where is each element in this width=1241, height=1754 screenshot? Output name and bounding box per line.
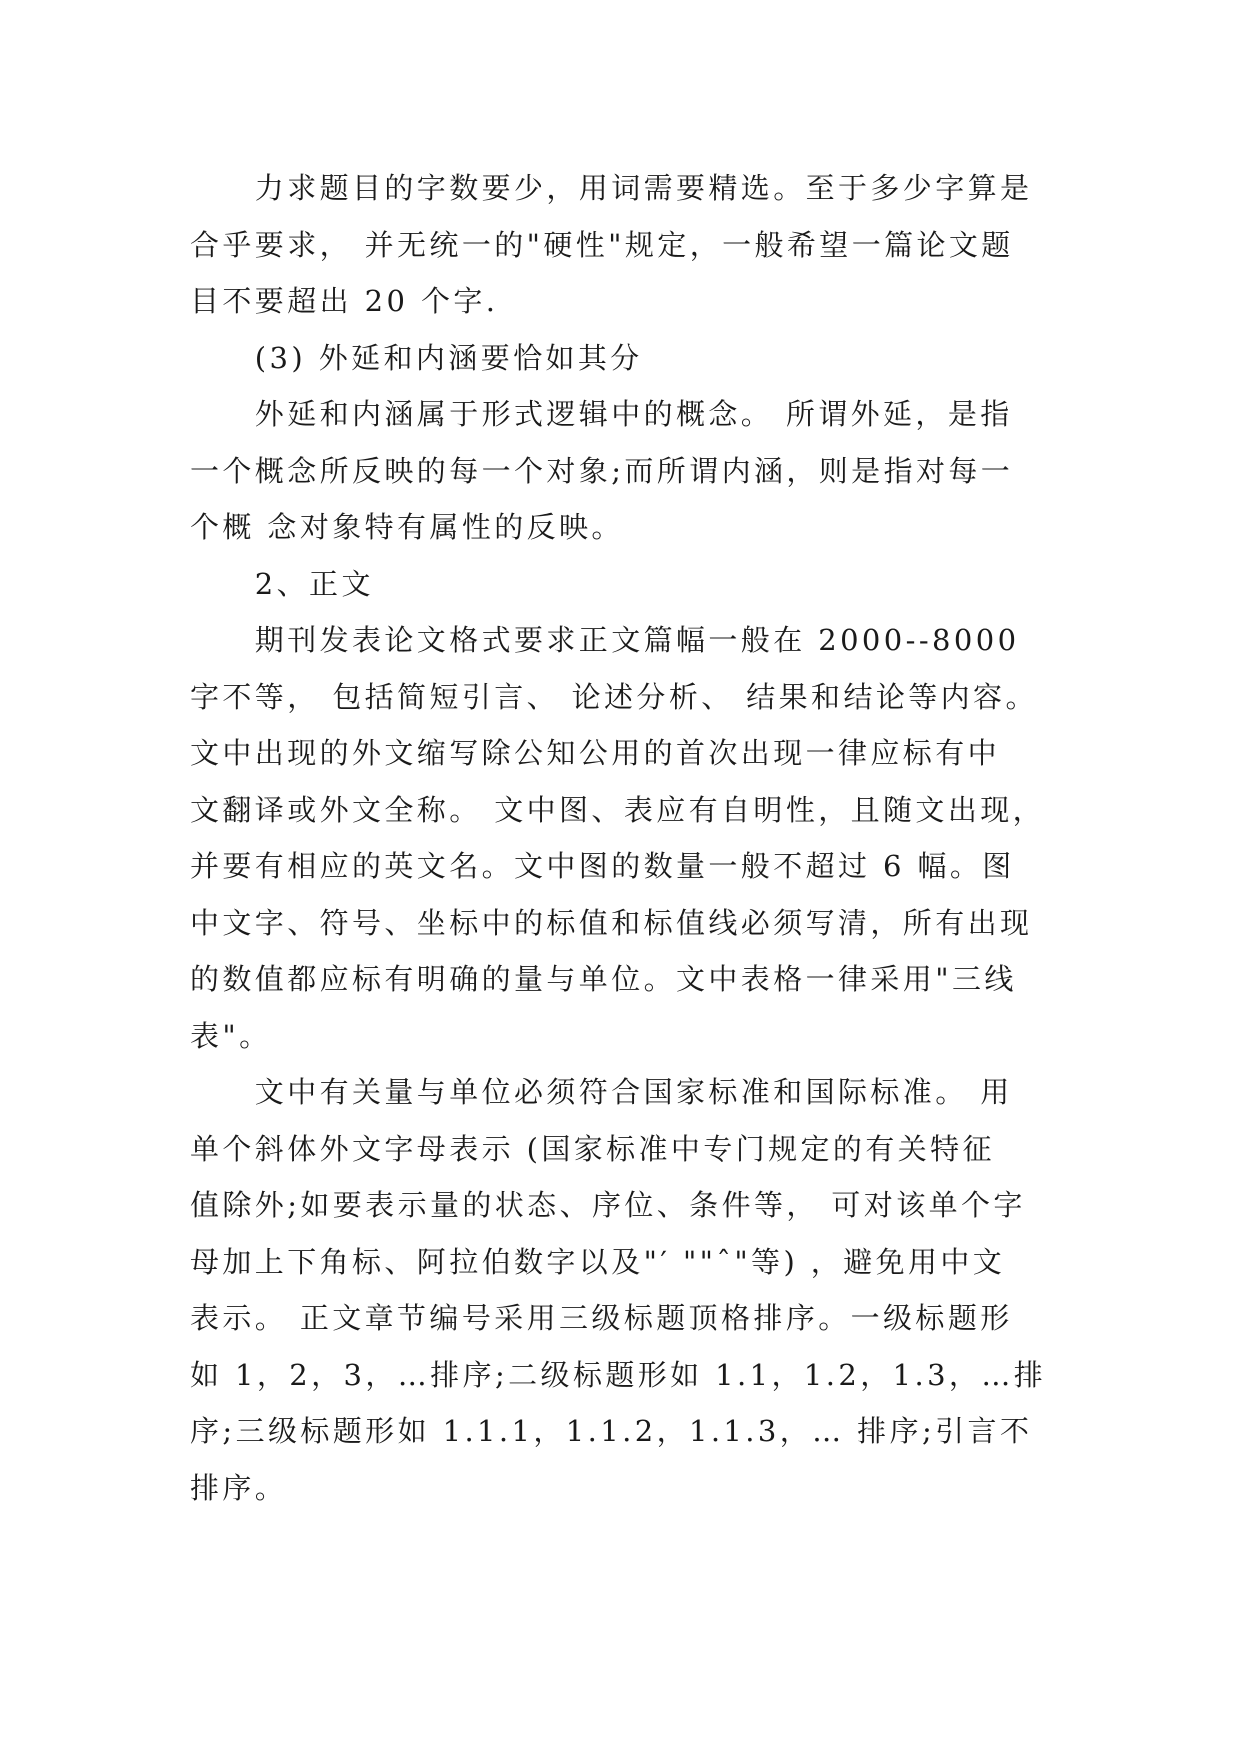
text-line: 值除外;如要表示量的状态、序位、条件等， 可对该单个字 bbox=[190, 1188, 1026, 1222]
text-line: 个概 念对象特有属性的反映。 bbox=[190, 510, 624, 544]
text-line: 排序。 bbox=[190, 1470, 288, 1505]
text-line: 目不要超出 20 个字. bbox=[190, 284, 499, 318]
text-line: 序;三级标题形如 1.1.1，1.1.2，1.1.3，… 排序;引言不 bbox=[190, 1414, 1033, 1448]
text-line: 力求题目的字数要少，用词需要精选。至于多少字算是 bbox=[190, 171, 1033, 205]
text-line: 一个概念所反映的每一个对象;而所谓内涵，则是指对每一 bbox=[190, 453, 1014, 488]
text-line: 文翻译或外文全称。 文中图、表应有自明性，且随文出现， bbox=[190, 792, 1046, 827]
text-line: 文中有关量与单位必须符合国家标准和国际标准。 用 bbox=[190, 1075, 1013, 1109]
text-line: 合乎要求， 并无统一的"硬性"规定，一般希望一篇论文题 bbox=[190, 227, 1014, 262]
document-body bbox=[190, 160, 1050, 1516]
text-line: 表示。 正文章节编号采用三级标题顶格排序。一级标题形 bbox=[190, 1301, 1013, 1335]
text-line: 字不等， 包括简短引言、 论述分析、 结果和结论等内容。 bbox=[190, 679, 1038, 714]
section-heading: (3) 外延和内涵要恰如其分 bbox=[190, 340, 643, 375]
text-line: 文中出现的外文缩写除公知公用的首次出现一律应标有中 bbox=[190, 736, 1001, 770]
text-line: 单个斜体外文字母表示 (国家标准中专门规定的有关特征 bbox=[190, 1131, 995, 1166]
text-line: 母加上下角标、阿拉伯数字以及"′ ""ˆ"等) ，避免用中文 bbox=[190, 1244, 1006, 1279]
text-line: 中文字、符号、坐标中的标值和标值线必须写清，所有出现 bbox=[190, 905, 1033, 940]
text-line: 表"。 bbox=[190, 1018, 272, 1053]
text-line: 如 1，2，3，…排序;二级标题形如 1.1，1.2，1.3，…排 bbox=[190, 1357, 1047, 1392]
text-line: 的数值都应标有明确的量与单位。文中表格一律采用"三线 bbox=[190, 962, 1017, 996]
text-line: 期刊发表论文格式要求正文篇幅一般在 2000--8000 bbox=[190, 623, 1020, 657]
text-line: 外延和内涵属于形式逻辑中的概念。 所谓外延，是指 bbox=[190, 397, 1013, 431]
section-heading: 2、正文 bbox=[190, 566, 374, 601]
text-line: 并要有相应的英文名。文中图的数量一般不超过 6 幅。图 bbox=[190, 849, 1015, 883]
